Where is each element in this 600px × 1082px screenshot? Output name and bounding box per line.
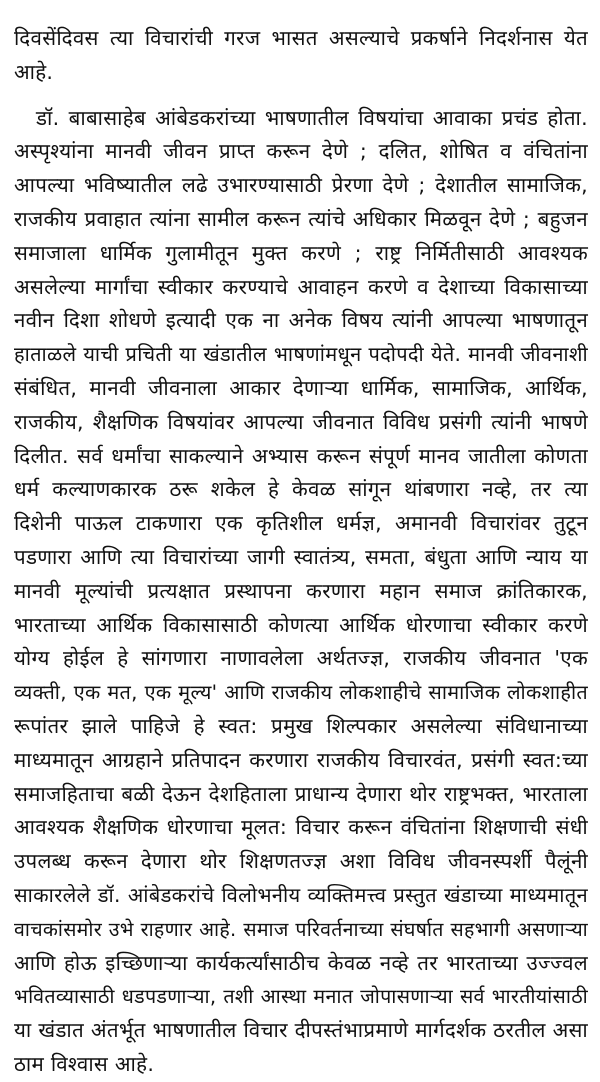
text-line: भवितव्यासाठी धडपडणाऱ्या, तशी आस्था मनात जोपासणाऱ्या सर्व भारतीयांसाठी	[14, 985, 588, 1009]
text-line: दिशेनी पाऊल टाकणारा एक कृतिशील धर्मज्ञ, अमानवी विचारांवर तुटून	[14, 511, 588, 536]
text-line: समाजहिताचा बळी देऊन देशहिताला प्राधान्य देणारा थोर राष्ट्रभक्त, भारताला	[14, 781, 588, 806]
text-line: राजकीय, शैक्षणिक विषयांवर आपल्या जीवनात विविध प्रसंगी त्यांनी भाषणे	[14, 409, 588, 434]
text-line: दिवसेंदिवस त्या विचारांची गरज भासत असल्याचे प्रकर्षाने निदर्शनास येत	[14, 26, 588, 50]
text-line: धर्म कल्याणकारक ठरू शकेल हे केवळ सांगून थांबणारा नव्हे, तर त्या	[14, 477, 588, 502]
text-line: राजकीय प्रवाहात त्यांना सामील करून त्यांचे अधिकार मिळवून देणे ; बहुजन	[14, 206, 588, 231]
text-line: समाजाला धार्मिक गुलामीतून मुक्त करणे ; राष्ट्र निर्मितीसाठी आवश्यक	[14, 240, 588, 265]
text-line: हाताळले याची प्रचिती या खंडातील भाषणांमधून पदोपदी येते. मानवी जीवनाशी	[14, 342, 588, 367]
text-line: आहे.	[14, 59, 54, 84]
text-line: आपल्या भविष्यातील लढे उभारण्यासाठी प्रेरणा देणे ; देशातील सामाजिक,	[14, 173, 588, 198]
paragraph-spacer	[14, 90, 588, 102]
text-line: संबंधित, मानवी जीवनाला आकार देणाऱ्या धार्मिक, सामाजिक, आर्थिक,	[14, 375, 588, 400]
text-line: ठाम विश्वास आहे.	[14, 1051, 155, 1076]
text-line: वाचकांसमोर उभे राहणार आहे. समाज परिवर्तनाच्या संघर्षात सहभागी असणाऱ्या	[14, 917, 588, 941]
paragraph-2	[14, 102, 588, 1082]
text-line: साकारलेले डॉ. आंबेडकरांचे विलोभनीय व्यक्तिमत्त्व प्रस्तुत खंडाच्या माध्यमातून	[14, 882, 588, 907]
text-line: असलेल्या मार्गांचा स्वीकार करण्याचे आवाहन करणे व देशाच्या विकासाच्या	[14, 274, 588, 299]
text-line: योग्य होईल हे सांगणारा नाणावलेला अर्थतज्ज्ञ, राजकीय जीवनात 'एक	[14, 646, 588, 671]
document-page	[14, 22, 588, 1082]
paragraph-1	[14, 22, 588, 90]
text-line: डॉ. बाबासाहेब आंबेडकरांच्या भाषणातील विषयांचा आवाका प्रचंड होता.	[36, 105, 588, 130]
text-line: आणि होऊ इच्छिणाऱ्या कार्यकर्त्यांसाठीच केवळ नव्हे तर भारताच्या उज्ज्वल	[14, 950, 588, 975]
text-line: माध्यमातून आग्रहाने प्रतिपादन करणारा राजकीय विचारवंत, प्रसंगी स्वत:च्या	[14, 747, 588, 772]
text-line: अस्पृश्यांना मानवी जीवन प्राप्त करून देणे ; दलित, शोषित व वंचितांना	[14, 139, 588, 164]
text-line: रूपांतर झाले पाहिजे हे स्वत: प्रमुख शिल्पकार असलेल्या संविधानाच्या	[14, 713, 588, 738]
text-line: उपलब्ध करून देणारा थोर शिक्षणतज्ज्ञ अशा विविध जीवनस्पर्शी पैलूंनी	[14, 849, 588, 874]
text-line: व्यक्ती, एक मत, एक मूल्य' आणि राजकीय लोकशाहीचे सामाजिक लोकशाहीत	[14, 681, 588, 705]
text-line: या खंडात अंतर्भूत भाषणातील विचार दीपस्तंभाप्रमाणे मार्गदर्शक ठरतील असा	[14, 1018, 588, 1043]
text-line: पडणारा आणि त्या विचारांच्या जागी स्वातंत्र्य, समता, बंधुता आणि न्याय या	[14, 544, 588, 569]
text-line: भारताच्या आर्थिक विकासासाठी कोणत्या आर्थिक धोरणाचा स्वीकार करणे	[14, 612, 588, 637]
text-line: दिलीत. सर्व धर्मांचा साकल्याने अभ्यास करून संपूर्ण मानव जातीला कोणता	[14, 443, 588, 468]
text-line: नवीन दिशा शोधणे इत्यादी एक ना अनेक विषय त्यांनी आपल्या भाषणातून	[14, 308, 588, 333]
text-line: आवश्यक शैक्षणिक धोरणाचा मूलत: विचार करून वंचितांना शिक्षणाची संधी	[14, 815, 588, 840]
text-line: मानवी मूल्यांची प्रत्यक्षात प्रस्थापना करणारा महान समाज क्रांतिकारक,	[14, 578, 588, 603]
